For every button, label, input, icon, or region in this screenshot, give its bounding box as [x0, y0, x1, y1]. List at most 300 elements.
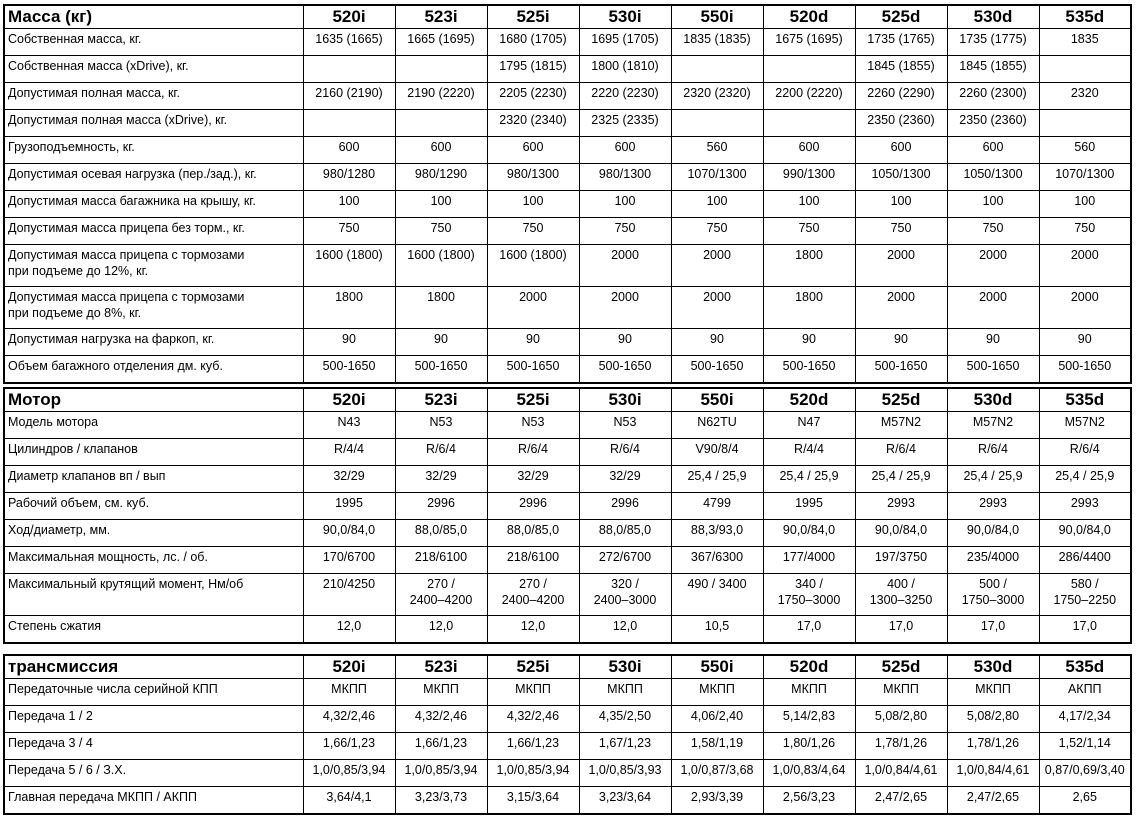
table-cell: 286/4400: [1039, 547, 1131, 574]
table-cell: 2000: [671, 287, 763, 329]
table-cell: 2000: [947, 287, 1039, 329]
table-row: [4, 466, 1131, 493]
table-cell: M57N2: [855, 412, 947, 439]
table-cell: [671, 110, 763, 137]
table-cell: МКПП: [947, 679, 1039, 706]
model-header: 535d: [1039, 5, 1131, 29]
table-cell: 2996: [487, 493, 579, 520]
table-cell: МКПП: [487, 679, 579, 706]
section-title: трансмиссия: [4, 655, 303, 679]
table-cell: [395, 110, 487, 137]
table-cell: R/6/4: [947, 439, 1039, 466]
table-row: [4, 83, 1131, 110]
table-cell: 600: [855, 137, 947, 164]
table-cell: 2220 (2230): [579, 83, 671, 110]
table-cell: 3,15/3,64: [487, 787, 579, 814]
row-label: Передача 3 / 4: [4, 733, 303, 760]
trans-table-body: [4, 679, 1131, 814]
table-cell: 4799: [671, 493, 763, 520]
table-cell: 90: [671, 329, 763, 356]
table-cell: N43: [303, 412, 395, 439]
table-cell: 750: [763, 218, 855, 245]
table-cell: 2260 (2290): [855, 83, 947, 110]
table-cell: 1600 (1800): [395, 245, 487, 287]
table-cell: 1845 (1855): [855, 56, 947, 83]
table-cell: 12,0: [395, 616, 487, 643]
table-cell: 90,0/84,0: [855, 520, 947, 547]
model-header: 525d: [855, 655, 947, 679]
row-label: Допустимая полная масса, кг.: [4, 83, 303, 110]
table-cell: [303, 110, 395, 137]
table-cell: 2000: [579, 245, 671, 287]
table-cell: 100: [763, 191, 855, 218]
table-row: [4, 520, 1131, 547]
table-cell: [1039, 56, 1131, 83]
section-title: Масса (кг): [4, 5, 303, 29]
table-cell: 2996: [579, 493, 671, 520]
row-label: Допустимая масса прицепа с тормозами при подъеме до 8%, кг.: [4, 287, 303, 329]
table-row: [4, 412, 1131, 439]
table-cell: 4,32/2,46: [395, 706, 487, 733]
motor-table-body: [4, 412, 1131, 643]
table-cell: M57N2: [947, 412, 1039, 439]
model-header: 523i: [395, 655, 487, 679]
table-cell: 340 / 1750–3000: [763, 574, 855, 616]
table-cell: 90: [947, 329, 1039, 356]
table-cell: 218/6100: [395, 547, 487, 574]
table-cell: 25,4 / 25,9: [855, 466, 947, 493]
table-cell: 1,78/1,26: [947, 733, 1039, 760]
table-cell: [1039, 110, 1131, 137]
table-cell: 2,47/2,65: [947, 787, 1039, 814]
table-cell: R/6/4: [487, 439, 579, 466]
table-cell: МКПП: [303, 679, 395, 706]
table-cell: 90,0/84,0: [947, 520, 1039, 547]
table-row: [4, 329, 1131, 356]
table-cell: 367/6300: [671, 547, 763, 574]
table-cell: 270 / 2400–4200: [395, 574, 487, 616]
table-cell: N53: [579, 412, 671, 439]
table-cell: 90,0/84,0: [1039, 520, 1131, 547]
table-cell: 1,78/1,26: [855, 733, 947, 760]
table-cell: 4,35/2,50: [579, 706, 671, 733]
table-cell: 32/29: [487, 466, 579, 493]
table-cell: 1,80/1,26: [763, 733, 855, 760]
table-cell: 500-1650: [303, 356, 395, 383]
table-cell: 0,87/0,69/3,40: [1039, 760, 1131, 787]
row-label: Максимальная мощность, лс. / об.: [4, 547, 303, 574]
row-label: Допустимая масса прицепа с тормозами при подъеме до 12%, кг.: [4, 245, 303, 287]
table-cell: 1995: [303, 493, 395, 520]
row-label: Допустимая осевая нагрузка (пер./зад.), кг.: [4, 164, 303, 191]
row-label: Главная передача МКПП / АКПП: [4, 787, 303, 814]
table-cell: R/4/4: [303, 439, 395, 466]
row-label: Допустимая масса прицепа без торм., кг.: [4, 218, 303, 245]
table-cell: 17,0: [763, 616, 855, 643]
row-label: Максимальный крутящий момент, Нм/об: [4, 574, 303, 616]
table-cell: 1735 (1765): [855, 29, 947, 56]
table-row: [4, 164, 1131, 191]
table-cell: N53: [487, 412, 579, 439]
table-row: [4, 29, 1131, 56]
table-cell: 2,93/3,39: [671, 787, 763, 814]
table-cell: 1,66/1,23: [303, 733, 395, 760]
table-cell: [395, 56, 487, 83]
table-cell: 2350 (2360): [855, 110, 947, 137]
table-row: [4, 760, 1131, 787]
row-label: Передаточные числа серийной КПП: [4, 679, 303, 706]
table-cell: 90,0/84,0: [763, 520, 855, 547]
table-cell: 100: [671, 191, 763, 218]
table-cell: 750: [395, 218, 487, 245]
table-cell: 2000: [1039, 287, 1131, 329]
table-cell: 600: [763, 137, 855, 164]
table-cell: 500 / 1750–3000: [947, 574, 1039, 616]
row-label: Рабочий объем, см. куб.: [4, 493, 303, 520]
table-cell: 580 / 1750–2250: [1039, 574, 1131, 616]
table-cell: M57N2: [1039, 412, 1131, 439]
table-cell: 560: [671, 137, 763, 164]
table-cell: 1,0/0,83/4,64: [763, 760, 855, 787]
model-header: 525d: [855, 388, 947, 412]
table-cell: 10,5: [671, 616, 763, 643]
table-cell: 12,0: [303, 616, 395, 643]
table-cell: 2993: [947, 493, 1039, 520]
table-cell: 1,0/0,87/3,68: [671, 760, 763, 787]
table-cell: 2160 (2190): [303, 83, 395, 110]
table-cell: АКПП: [1039, 679, 1131, 706]
table-cell: 980/1290: [395, 164, 487, 191]
table-cell: 88,0/85,0: [395, 520, 487, 547]
table-cell: 12,0: [487, 616, 579, 643]
motor-spec-table: [3, 387, 1132, 644]
table-cell: 2190 (2220): [395, 83, 487, 110]
table-row: [4, 56, 1131, 83]
table-cell: 25,4 / 25,9: [1039, 466, 1131, 493]
table-cell: 2,56/3,23: [763, 787, 855, 814]
table-cell: 270 / 2400–4200: [487, 574, 579, 616]
table-cell: МКПП: [579, 679, 671, 706]
table-cell: 600: [947, 137, 1039, 164]
model-header: 520d: [763, 5, 855, 29]
table-cell: 750: [671, 218, 763, 245]
table-cell: 1795 (1815): [487, 56, 579, 83]
row-label: Собственная масса (xDrive), кг.: [4, 56, 303, 83]
model-header: 530i: [579, 5, 671, 29]
model-header: 520d: [763, 388, 855, 412]
table-cell: 2000: [579, 287, 671, 329]
model-header: 523i: [395, 5, 487, 29]
table-cell: 177/4000: [763, 547, 855, 574]
table-row: [4, 733, 1131, 760]
table-cell: 2350 (2360): [947, 110, 1039, 137]
table-cell: 2,47/2,65: [855, 787, 947, 814]
transmission-spec-table: [3, 654, 1132, 815]
table-row: [4, 493, 1131, 520]
table-cell: 2000: [855, 287, 947, 329]
table-cell: 2205 (2230): [487, 83, 579, 110]
row-label: Передача 1 / 2: [4, 706, 303, 733]
table-cell: 600: [303, 137, 395, 164]
table-cell: 500-1650: [671, 356, 763, 383]
table-cell: R/6/4: [395, 439, 487, 466]
table-row: [4, 137, 1131, 164]
mass-table-body: [4, 29, 1131, 383]
table-cell: 2260 (2300): [947, 83, 1039, 110]
table-row: [4, 218, 1131, 245]
table-cell: 1,66/1,23: [487, 733, 579, 760]
table-cell: 2320: [1039, 83, 1131, 110]
table-cell: 88,0/85,0: [487, 520, 579, 547]
table-cell: [763, 56, 855, 83]
table-cell: 1600 (1800): [303, 245, 395, 287]
table-row: [4, 706, 1131, 733]
motor-header-row: [4, 388, 1131, 412]
table-cell: 90: [487, 329, 579, 356]
table-cell: R/6/4: [855, 439, 947, 466]
table-cell: 2000: [1039, 245, 1131, 287]
table-cell: 25,4 / 25,9: [947, 466, 1039, 493]
table-cell: 600: [487, 137, 579, 164]
table-cell: 1070/1300: [671, 164, 763, 191]
model-header: 550i: [671, 388, 763, 412]
table-cell: 1800: [763, 287, 855, 329]
table-cell: N53: [395, 412, 487, 439]
table-row: [4, 787, 1131, 814]
table-cell: 5,14/2,83: [763, 706, 855, 733]
table-row: [4, 191, 1131, 218]
table-cell: 5,08/2,80: [855, 706, 947, 733]
table-cell: 2000: [487, 287, 579, 329]
table-cell: 2320 (2340): [487, 110, 579, 137]
table-cell: 2993: [1039, 493, 1131, 520]
table-cell: 1,58/1,19: [671, 733, 763, 760]
table-cell: 5,08/2,80: [947, 706, 1039, 733]
table-cell: 1050/1300: [855, 164, 947, 191]
table-cell: 17,0: [855, 616, 947, 643]
model-header: 520i: [303, 5, 395, 29]
table-cell: 1,66/1,23: [395, 733, 487, 760]
model-header: 550i: [671, 655, 763, 679]
row-label: Допустимая масса багажника на крышу, кг.: [4, 191, 303, 218]
table-cell: 1800: [303, 287, 395, 329]
table-cell: 2320 (2320): [671, 83, 763, 110]
table-cell: 750: [1039, 218, 1131, 245]
table-cell: 100: [395, 191, 487, 218]
table-cell: 17,0: [947, 616, 1039, 643]
model-header: 530i: [579, 388, 671, 412]
table-cell: 2000: [855, 245, 947, 287]
table-cell: 500-1650: [395, 356, 487, 383]
table-cell: 1845 (1855): [947, 56, 1039, 83]
table-cell: 88,3/93,0: [671, 520, 763, 547]
table-cell: 12,0: [579, 616, 671, 643]
table-cell: 100: [1039, 191, 1131, 218]
table-cell: 750: [303, 218, 395, 245]
table-cell: 2000: [947, 245, 1039, 287]
table-cell: 25,4 / 25,9: [763, 466, 855, 493]
model-header: 550i: [671, 5, 763, 29]
table-cell: 4,32/2,46: [487, 706, 579, 733]
row-label: Модель мотора: [4, 412, 303, 439]
model-header: 520i: [303, 388, 395, 412]
table-row: [4, 574, 1131, 616]
model-header: 535d: [1039, 388, 1131, 412]
table-cell: 1695 (1705): [579, 29, 671, 56]
table-cell: 170/6700: [303, 547, 395, 574]
table-cell: 500-1650: [855, 356, 947, 383]
model-header: 530i: [579, 655, 671, 679]
table-cell: 750: [855, 218, 947, 245]
model-header: 530d: [947, 5, 1039, 29]
row-label: Допустимая нагрузка на фаркоп, кг.: [4, 329, 303, 356]
mass-header-row: [4, 5, 1131, 29]
model-header: 523i: [395, 388, 487, 412]
model-header: 530d: [947, 655, 1039, 679]
table-cell: 1995: [763, 493, 855, 520]
mass-spec-table: [3, 4, 1132, 384]
row-label: Передача 5 / 6 / З.Х.: [4, 760, 303, 787]
trans-header-row: [4, 655, 1131, 679]
table-cell: 235/4000: [947, 547, 1039, 574]
table-cell: 1680 (1705): [487, 29, 579, 56]
table-cell: 17,0: [1039, 616, 1131, 643]
table-cell: 750: [487, 218, 579, 245]
table-cell: 1,67/1,23: [579, 733, 671, 760]
table-cell: 2200 (2220): [763, 83, 855, 110]
row-label: Грузоподъемность, кг.: [4, 137, 303, 164]
table-cell: 100: [947, 191, 1039, 218]
table-cell: N47: [763, 412, 855, 439]
table-cell: [303, 56, 395, 83]
table-cell: 980/1300: [487, 164, 579, 191]
table-cell: 2000: [671, 245, 763, 287]
model-header: 520d: [763, 655, 855, 679]
table-cell: 1675 (1695): [763, 29, 855, 56]
table-cell: [671, 56, 763, 83]
table-cell: 272/6700: [579, 547, 671, 574]
table-cell: 1,0/0,84/4,61: [947, 760, 1039, 787]
table-cell: 32/29: [579, 466, 671, 493]
table-cell: 1800 (1810): [579, 56, 671, 83]
table-cell: 100: [487, 191, 579, 218]
model-header: 525i: [487, 388, 579, 412]
table-cell: 500-1650: [487, 356, 579, 383]
table-cell: 980/1280: [303, 164, 395, 191]
table-cell: 1050/1300: [947, 164, 1039, 191]
row-label: Допустимая полная масса (xDrive), кг.: [4, 110, 303, 137]
table-cell: 2,65: [1039, 787, 1131, 814]
table-cell: 2325 (2335): [579, 110, 671, 137]
table-cell: 320 / 2400–3000: [579, 574, 671, 616]
table-cell: 1,0/0,85/3,94: [303, 760, 395, 787]
row-label: Диаметр клапанов вп / вып: [4, 466, 303, 493]
table-cell: R/6/4: [1039, 439, 1131, 466]
table-cell: 500-1650: [763, 356, 855, 383]
table-cell: 90: [763, 329, 855, 356]
table-cell: 600: [579, 137, 671, 164]
section-title: Мотор: [4, 388, 303, 412]
table-cell: 100: [855, 191, 947, 218]
table-cell: 600: [395, 137, 487, 164]
table-cell: 1,0/0,85/3,94: [395, 760, 487, 787]
table-cell: 32/29: [303, 466, 395, 493]
table-cell: 1835 (1835): [671, 29, 763, 56]
table-cell: 1600 (1800): [487, 245, 579, 287]
row-label: Степень сжатия: [4, 616, 303, 643]
table-cell: 100: [579, 191, 671, 218]
row-label: Ход/диаметр, мм.: [4, 520, 303, 547]
model-header: 535d: [1039, 655, 1131, 679]
table-cell: 990/1300: [763, 164, 855, 191]
table-cell: 218/6100: [487, 547, 579, 574]
table-cell: 1800: [395, 287, 487, 329]
model-header: 525i: [487, 655, 579, 679]
table-cell: 4,32/2,46: [303, 706, 395, 733]
table-cell: 980/1300: [579, 164, 671, 191]
table-cell: 500-1650: [579, 356, 671, 383]
table-cell: 2996: [395, 493, 487, 520]
table-cell: 90: [303, 329, 395, 356]
table-cell: 3,23/3,73: [395, 787, 487, 814]
table-cell: МКПП: [671, 679, 763, 706]
table-row: [4, 245, 1131, 287]
table-cell: 90: [855, 329, 947, 356]
table-cell: 500-1650: [947, 356, 1039, 383]
table-cell: 1,52/1,14: [1039, 733, 1131, 760]
table-cell: 90,0/84,0: [303, 520, 395, 547]
table-cell: 560: [1039, 137, 1131, 164]
table-cell: 2993: [855, 493, 947, 520]
table-cell: 1800: [763, 245, 855, 287]
table-row: [4, 110, 1131, 137]
table-cell: 3,64/4,1: [303, 787, 395, 814]
table-cell: 197/3750: [855, 547, 947, 574]
table-cell: 1635 (1665): [303, 29, 395, 56]
table-cell: 4,06/2,40: [671, 706, 763, 733]
table-cell: R/4/4: [763, 439, 855, 466]
table-row: [4, 439, 1131, 466]
row-label: Собственная масса, кг.: [4, 29, 303, 56]
table-cell: МКПП: [855, 679, 947, 706]
table-cell: 1,0/0,84/4,61: [855, 760, 947, 787]
table-cell: 400 / 1300–3250: [855, 574, 947, 616]
table-cell: 500-1650: [1039, 356, 1131, 383]
table-cell: [763, 110, 855, 137]
table-cell: 1665 (1695): [395, 29, 487, 56]
table-cell: 750: [579, 218, 671, 245]
table-row: [4, 287, 1131, 329]
table-cell: 3,23/3,64: [579, 787, 671, 814]
table-cell: 1070/1300: [1039, 164, 1131, 191]
table-cell: 210/4250: [303, 574, 395, 616]
model-header: 520i: [303, 655, 395, 679]
model-header: 525i: [487, 5, 579, 29]
table-cell: 90: [579, 329, 671, 356]
model-header: 530d: [947, 388, 1039, 412]
table-cell: V90/8/4: [671, 439, 763, 466]
table-cell: МКПП: [763, 679, 855, 706]
model-header: 525d: [855, 5, 947, 29]
table-cell: 1,0/0,85/3,93: [579, 760, 671, 787]
table-cell: 1835: [1039, 29, 1131, 56]
table-row: [4, 547, 1131, 574]
table-cell: 4,17/2,34: [1039, 706, 1131, 733]
table-cell: 750: [947, 218, 1039, 245]
row-label: Объем багажного отделения дм. куб.: [4, 356, 303, 383]
table-row: [4, 356, 1131, 383]
table-cell: 1,0/0,85/3,94: [487, 760, 579, 787]
